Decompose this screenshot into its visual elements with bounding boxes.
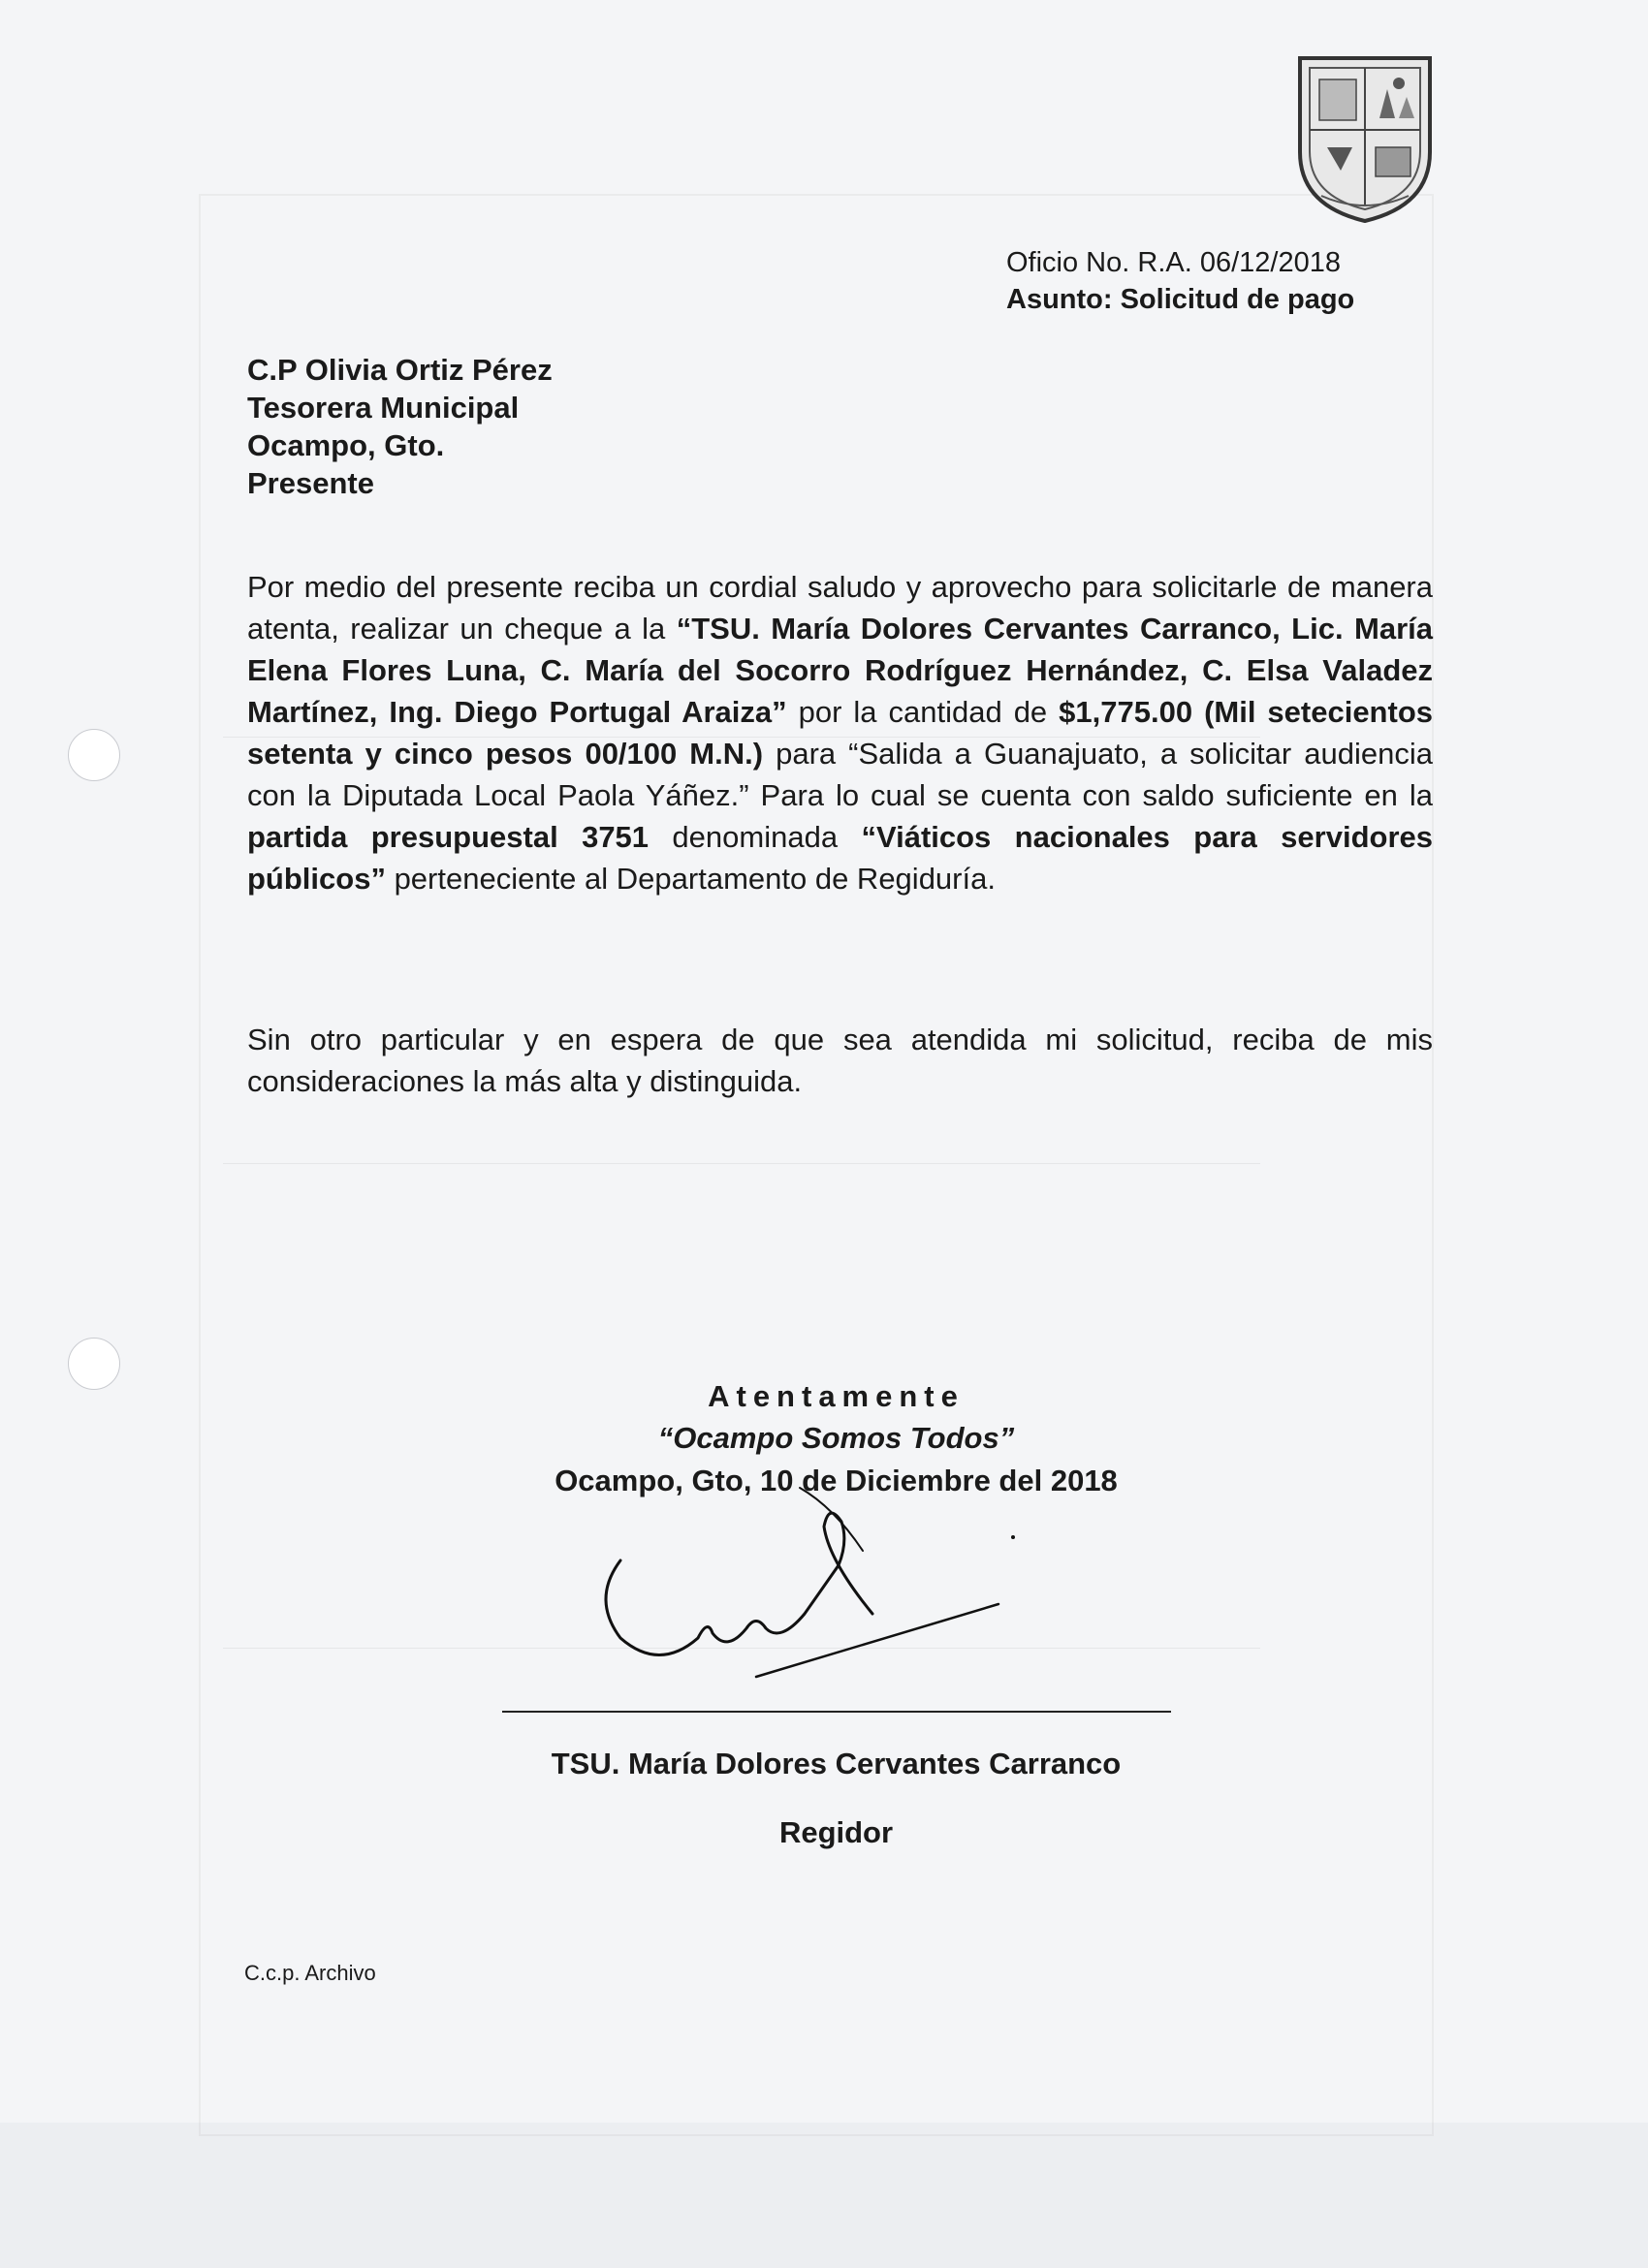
body-paragraph — [247, 566, 1433, 899]
addressee-name: C.P Olivia Ortiz Pérez — [247, 353, 553, 387]
budget-line: partida presupuestal 3751 — [247, 820, 650, 854]
payment-amount: $1,775.00 (Mil setecientos setenta y cinco pesos 00/100 M.N.) — [247, 695, 1433, 771]
signer-role: Regidor — [778, 1815, 894, 1849]
closing-paragraph: Sin otro particular y en espera de que sea atendida mi solicitud, reciba de mis consideraciones la más alta y distinguida. — [247, 1023, 1433, 1098]
body-text: para “Salida a Guanajuato, a solicitar audiencia con la Diputada Local Paola Yáñez.” Para lo cual se cuenta con saldo suficiente en la — [247, 737, 1433, 812]
body-text: perteneciente al Departamento de Regiduría. — [385, 862, 996, 896]
motto: “Ocampo Somos Todos” — [657, 1421, 1015, 1455]
signature-icon — [582, 1483, 1047, 1696]
reference-block — [1006, 244, 1354, 318]
ccp-archive: C.c.p. Archivo — [244, 1961, 376, 1985]
budget-concept: “Viáticos nacionales para servidores públicos” — [247, 820, 1433, 896]
coat-of-arms-icon — [1292, 50, 1438, 225]
scan-bottom-shade — [0, 2123, 1648, 2268]
addressee-position: Tesorera Municipal — [247, 391, 520, 425]
addressee-block — [247, 351, 553, 502]
oficio-number: Oficio No. R.A. 06/12/2018 — [1006, 247, 1341, 278]
beneficiary-names: “TSU. María Dolores Cervantes Carranco, Lic. María Elena Flores Luna, C. María del Socorro Rodríguez Hernández, C. Elsa Valadez Martínez, Ing. Diego Portugal Araiza” — [247, 612, 1433, 729]
addressee-presente: Presente — [247, 466, 374, 500]
signature-line — [502, 1711, 1171, 1713]
subject-line: Asunto: Solicitud de pago — [1006, 284, 1355, 315]
signer-name: TSU. María Dolores Cervantes Carranco — [551, 1747, 1122, 1780]
punch-hole — [68, 1338, 120, 1390]
place-and-date: Ocampo, Gto, 10 de Diciembre del 2018 — [555, 1464, 1118, 1497]
bleed-through-line — [223, 1163, 1260, 1164]
body-text: denominada — [649, 820, 862, 854]
punch-hole — [68, 729, 120, 781]
body-text: por la cantidad de — [786, 695, 1060, 729]
body-text: Por medio del presente reciba un cordial saludo y aprovecho para solicitarle de manera atenta, realizar un cheque a la — [247, 570, 1433, 646]
addressee-location: Ocampo, Gto. — [247, 428, 445, 462]
atentamente-label: Atentamente — [708, 1379, 965, 1413]
